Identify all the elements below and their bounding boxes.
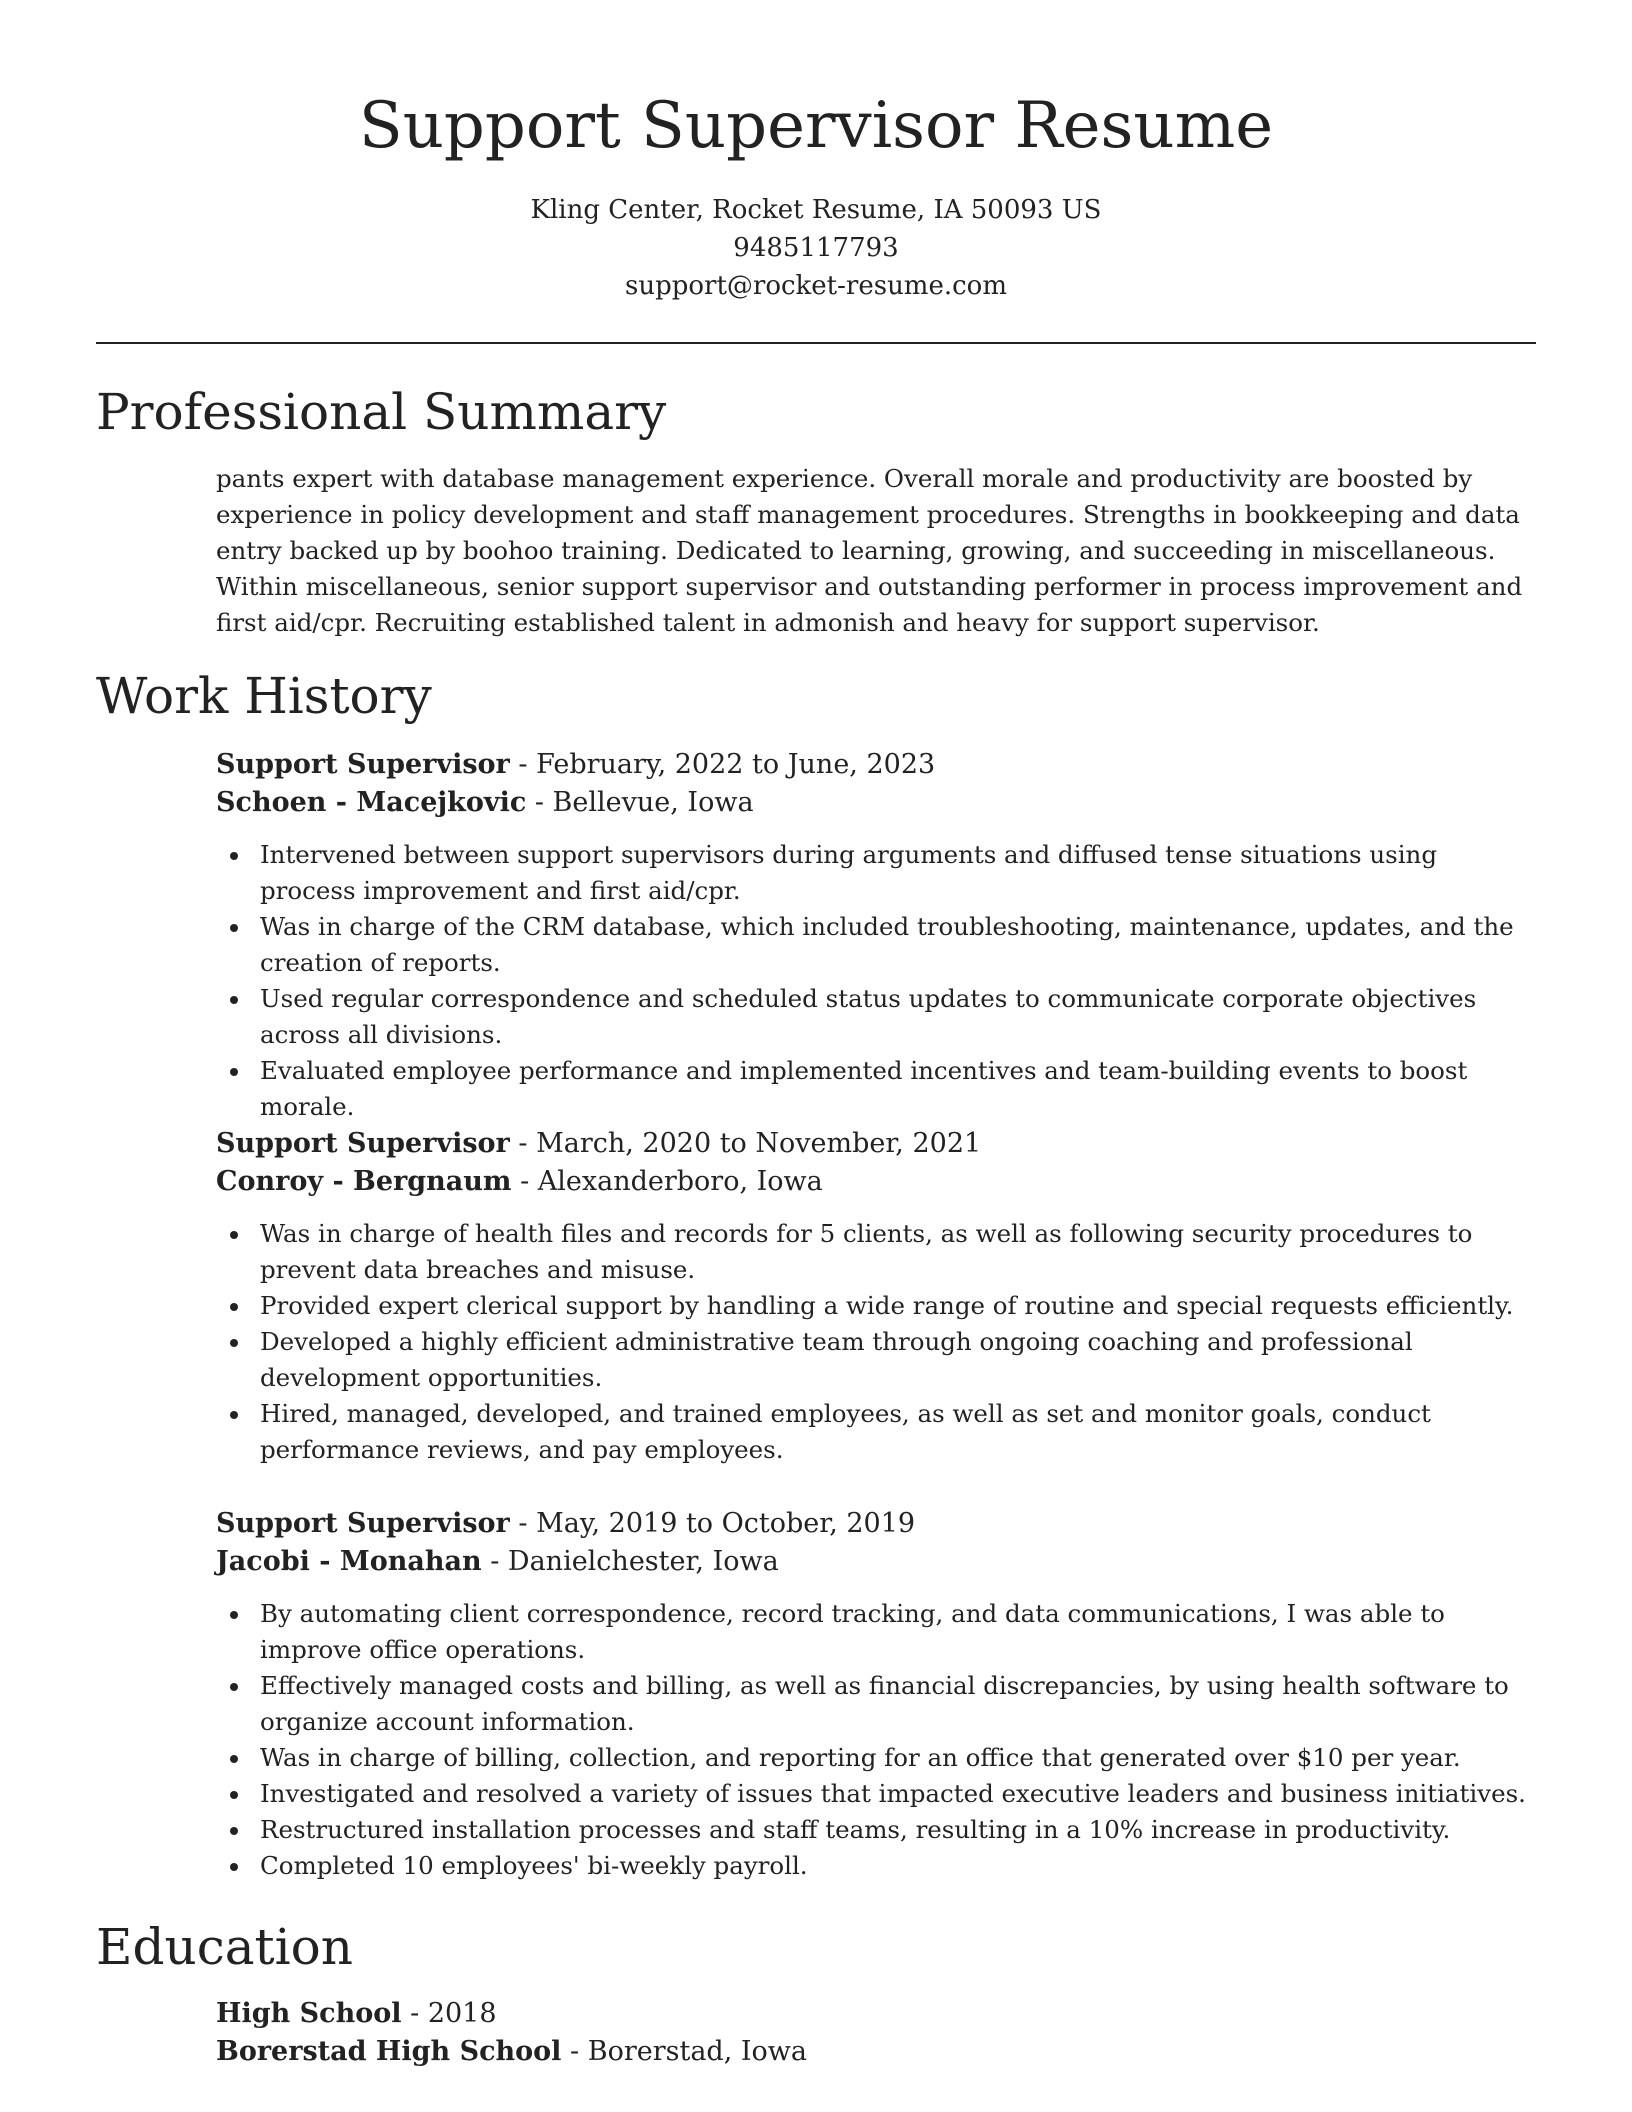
- job-title: Support Supervisor: [216, 1508, 510, 1539]
- job-company-line: [216, 1543, 1536, 1581]
- job-bullet: Used regular correspondence and scheduled status updates to communicate corporate objectives across all divisions.: [216, 981, 1536, 1053]
- job-location: - Alexanderboro, Iowa: [511, 1166, 823, 1197]
- job-bullet: Evaluated employee performance and implemented incentives and team-building events to boost morale.: [216, 1053, 1536, 1125]
- education-school: Borerstad High School: [216, 2036, 562, 2067]
- job-bullet: By automating client correspondence, record tracking, and data communications, I was able to improve office operations.: [216, 1596, 1536, 1668]
- job-location: - Danielchester, Iowa: [481, 1546, 779, 1577]
- job-bullet: Was in charge of health files and records for 5 clients, as well as following security procedures to prevent data breaches and misuse.: [216, 1216, 1536, 1288]
- job-bullet: Investigated and resolved a variety of issues that impacted executive leaders and business initiatives.: [216, 1776, 1536, 1812]
- job-bullets: [216, 1216, 1536, 1468]
- job-entry: [216, 1125, 1536, 1468]
- job-bullet: Hired, managed, developed, and trained employees, as well as set and monitor goals, conduct performance reviews, and pay employees.: [216, 1396, 1536, 1468]
- job-bullet: Developed a highly efficient administrative team through ongoing coaching and professional development opportunities.: [216, 1324, 1536, 1396]
- resume-title: Support Supervisor Resume: [358, 89, 1274, 163]
- job-company: Conroy - Bergnaum: [216, 1166, 512, 1197]
- job-title: Support Supervisor: [216, 1128, 510, 1159]
- job-company-line: [216, 1163, 1536, 1201]
- work-history-heading: Work History: [96, 667, 432, 725]
- education-location: - Borerstad, Iowa: [561, 2036, 807, 2067]
- job-bullet: Was in charge of billing, collection, and reporting for an office that generated over $10 per year.: [216, 1740, 1536, 1776]
- education-degree-line: [216, 1995, 1536, 2033]
- summary-heading: Professional Summary: [96, 383, 667, 441]
- job-company-line: [216, 784, 1536, 822]
- job-bullet: Was in charge of the CRM database, which included troubleshooting, maintenance, updates, and the creation of reports.: [216, 909, 1536, 981]
- job-title-line: [216, 1125, 1536, 1163]
- job-bullet: Effectively managed costs and billing, as well as financial discrepancies, by using health software to organize account information.: [216, 1668, 1536, 1740]
- job-title-line: [216, 746, 1536, 784]
- job-bullets: [216, 1596, 1536, 1884]
- job-company: Jacobi - Monahan: [216, 1546, 482, 1577]
- education-year: - 2018: [401, 1998, 497, 2029]
- job-entry: [216, 746, 1536, 1125]
- contact-email: support@rocket-resume.com: [624, 271, 1007, 301]
- education-entry: [216, 1995, 1536, 2071]
- job-title: Support Supervisor: [216, 749, 510, 780]
- job-bullet: Provided expert clerical support by handling a wide range of routine and special requests efficiently.: [216, 1288, 1536, 1324]
- header-divider: [96, 342, 1536, 344]
- job-bullets: [216, 837, 1536, 1125]
- summary-text: pants expert with database management experience. Overall morale and productivity are boosted by experience in policy development and staff management procedures. Strengths in bookkeeping and data entry backed up by boohoo training. Dedicated to learning, growing, and succeeding in miscellaneous. Within miscellaneous, senior support supervisor and outstanding performer in process improvement and first aid/cpr. Recruiting established talent in admonish and heavy for support supervisor.: [216, 464, 1523, 637]
- job-dates: - March, 2020 to November, 2021: [509, 1128, 982, 1159]
- job-title-line: [216, 1505, 1536, 1543]
- job-dates: - May, 2019 to October, 2019: [509, 1508, 916, 1539]
- job-dates: - February, 2022 to June, 2023: [509, 749, 936, 780]
- contact-phone: 9485117793: [733, 233, 899, 263]
- job-bullet: Intervened between support supervisors during arguments and diffused tense situations using process improvement and first aid/cpr.: [216, 837, 1536, 909]
- education-degree: High School: [216, 1998, 402, 2029]
- job-bullet: Completed 10 employees' bi-weekly payroll.: [216, 1848, 1536, 1884]
- education-heading: Education: [96, 1918, 353, 1976]
- job-bullet: Restructured installation processes and staff teams, resulting in a 10% increase in productivity.: [216, 1812, 1536, 1848]
- job-location: - Bellevue, Iowa: [526, 787, 754, 818]
- job-company: Schoen - Macejkovic: [216, 787, 527, 818]
- job-entry: [216, 1505, 1536, 1884]
- contact-address: Kling Center, Rocket Resume, IA 50093 US: [530, 195, 1102, 225]
- education-school-line: [216, 2033, 1536, 2071]
